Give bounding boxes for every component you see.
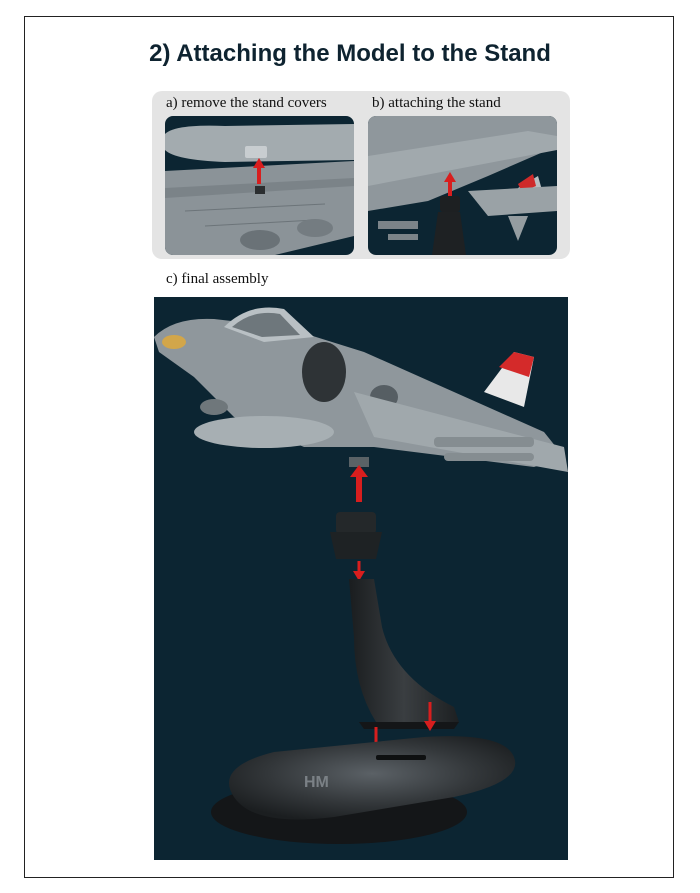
step-b-caption: b) attaching the stand (372, 95, 501, 111)
page-title: 2) Attaching the Model to the Stand (149, 40, 551, 67)
step-a-caption: a) remove the stand covers (166, 95, 327, 111)
step-c-image (154, 297, 568, 860)
step-b-image (368, 116, 557, 255)
base-logo: HM (304, 774, 329, 791)
step-a-image (165, 116, 354, 255)
step-c-caption: c) final assembly (166, 271, 269, 287)
stand-connector (330, 512, 382, 559)
